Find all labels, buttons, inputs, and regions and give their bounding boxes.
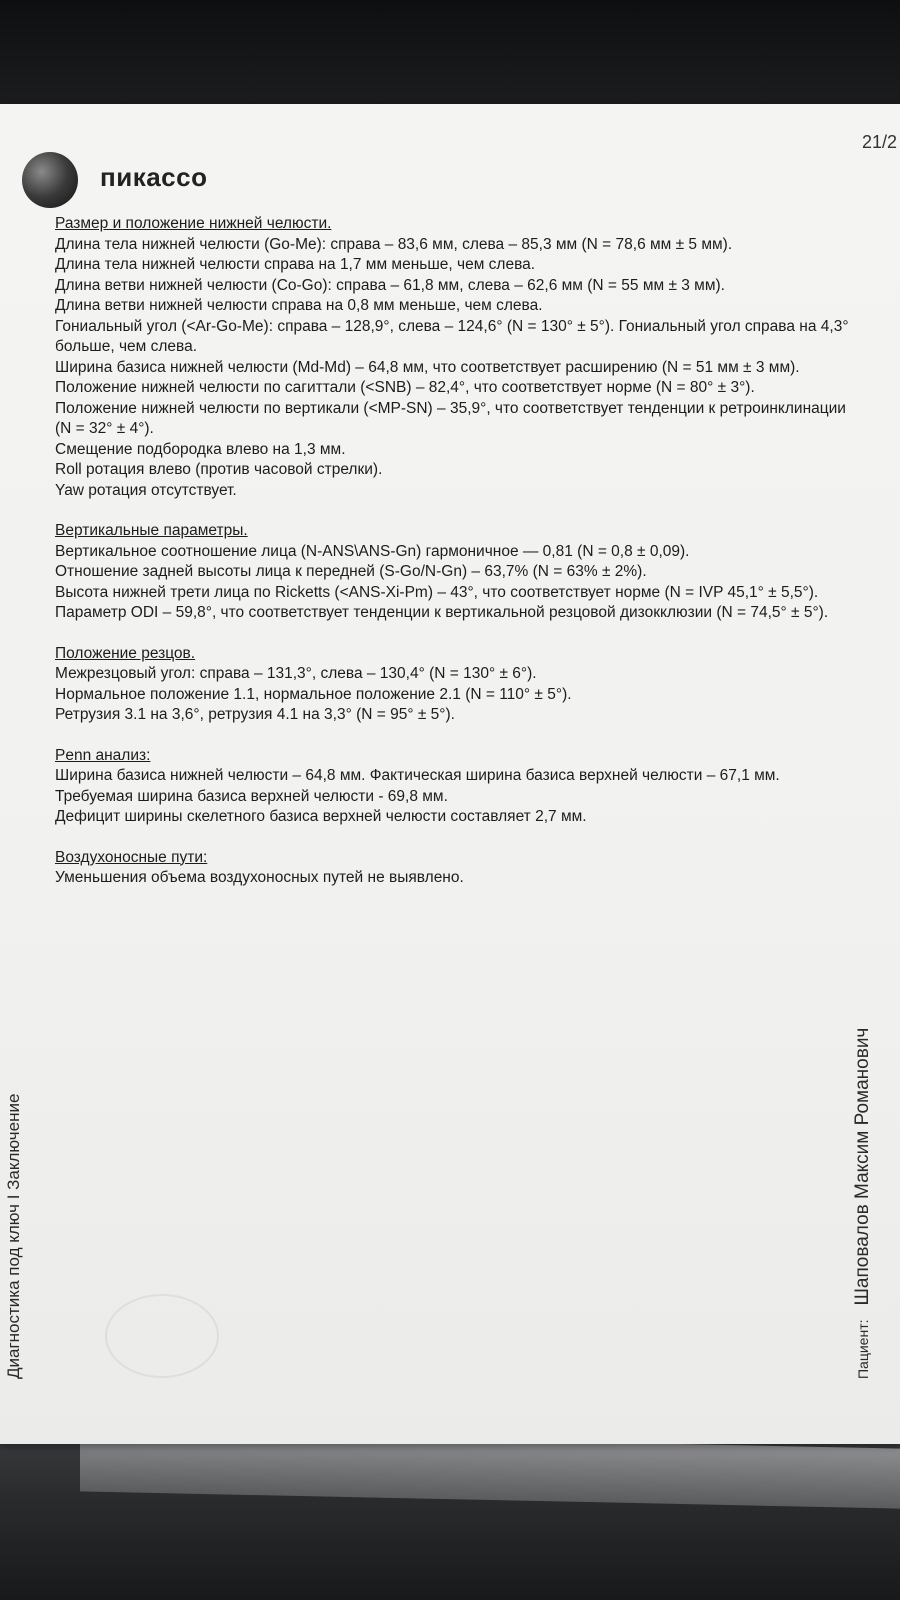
text-line: Ретрузия 3.1 на 3,6°, ретрузия 4.1 на 3,3° (N = 95° ± 5°). — [55, 706, 455, 723]
text-line: Длина тела нижней челюсти (Go-Me): справа – 83,6 мм, слева – 85,3 мм (N = 78,6 мм ± 5 мм). — [55, 235, 733, 253]
text-line: Дефицит ширины скелетного базиса верхней челюсти составляет 2,7 мм. — [55, 808, 587, 825]
section-title: Penn анализ: — [55, 746, 151, 764]
text-line: Ширина базиса нижней челюсти (Md-Md) – 64,8 мм, что соответствует расширению (N = 51 мм ± 3 мм). — [55, 358, 800, 376]
faint-stamp-mark — [105, 1294, 219, 1378]
text-line: Длина тела нижней челюсти справа на 1,7 мм меньше, чем слева. — [55, 256, 536, 273]
text-line: Вертикальное соотношение лица (N-ANS\ANS-Gn) гармоничное — 0,81 (N = 0,8 ± 0,09). — [55, 542, 690, 560]
text-line: Уменьшения объема воздухоносных путей не выявлено. — [55, 869, 464, 886]
section-lower-jaw — [55, 214, 855, 501]
section-title: Положение резцов. — [55, 644, 196, 662]
section-penn-analysis — [55, 746, 855, 828]
brand-name: пикассо — [100, 162, 208, 192]
text-line: Гониальный угол (<Ar-Go-Me): справа – 128,9°, слева – 124,6° (N = 130° ± 5°). Гониальный угол справа на 4,3° больше, чем слева. — [55, 317, 849, 355]
text-line: Положение нижней челюсти по вертикали (<MP-SN) – 35,9°, что соответствует тенденции к ретроинклинации (N = 32° ± 4°). — [55, 399, 846, 437]
text-line: Смещение подбородка влево на 1,3 мм. — [55, 440, 346, 458]
patient-caption — [852, 959, 874, 1379]
section-incisors — [55, 644, 855, 726]
section-airways — [55, 848, 855, 889]
text-line: Отношение задней высоты лица к передней (S-Go/N-Gn) – 63,7% (N = 63% ± 2%). — [55, 563, 647, 580]
text-line: Ширина базиса нижней челюсти – 64,8 мм. Фактическая ширина базиса верхней челюсти – 67,1 мм. Требуемая ширина базиса верхней челюсти - 69,8 мм. — [55, 767, 780, 805]
text-line: Длина ветви нижней челюсти (Co-Go): справа – 61,8 мм, слева – 62,6 мм (N = 55 мм ± 3 мм). — [55, 276, 725, 294]
side-caption-left: Диагностика под ключ I Заключение — [4, 1093, 23, 1379]
text-line: Roll ротация влево (против часовой стрелки). — [55, 461, 383, 478]
text-line: Межрезцовый угол: справа – 131,3°, слева – 130,4° (N = 130° ± 6°). — [55, 665, 537, 682]
page-number: 21/2 — [862, 132, 898, 152]
background-top — [0, 0, 900, 120]
text-line: Положение нижней челюсти по сагиттали (<SNB) – 82,4°, что соответствует норме (N = 80° ± 3°). — [55, 379, 755, 396]
text-line: Параметр ODI – 59,8°, что соответствует тенденции к вертикальной резцовой дизокклюзии (N = 74,5° ± 5°). — [55, 604, 829, 621]
patient-name: Шаповалов Максим Романович — [852, 1027, 873, 1306]
section-vertical-parameters — [55, 521, 855, 624]
section-title: Воздухоносные пути: — [55, 848, 208, 866]
logo-icon — [22, 152, 78, 208]
report-body — [55, 214, 855, 909]
text-line: Yaw ротация отсутствует. — [55, 481, 237, 499]
patient-label: Пациент: — [855, 1319, 871, 1379]
text-line: Длина ветви нижней челюсти справа на 0,8 мм меньше, чем слева. — [55, 297, 543, 314]
section-title: Размер и положение нижней челюсти. — [55, 215, 332, 232]
text-line: Высота нижней трети лица по Ricketts (<ANS-Xi-Pm) – 43°, что соответствует норме (N = IVP 45,1° ± 5,5°). — [55, 583, 819, 601]
section-title: Вертикальные параметры. — [55, 522, 248, 539]
text-line: Нормальное положение 1.1, нормальное положение 2.1 (N = 110° ± 5°). — [55, 685, 572, 703]
document-page — [0, 104, 900, 1444]
